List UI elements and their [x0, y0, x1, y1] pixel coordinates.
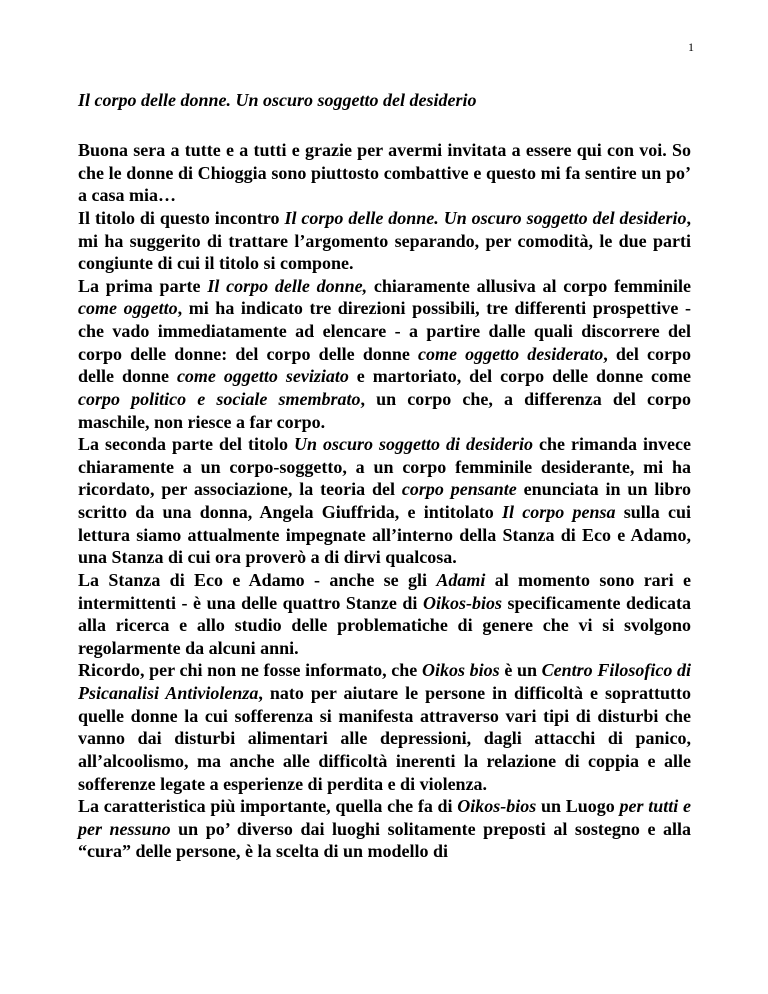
text-run: un po’ diverso dai luoghi solitamente preposti al sostegno e alla “cura” delle persone, è la scelta di un modello di: [78, 818, 691, 862]
text-run: , nato per aiutare le persone in difficoltà e soprattutto quelle donne la cui sofferenza si manifesta attraverso vari tipi di disturbi che vanno dai disturbi alimentari alle depressioni, dagli attacchi di panico, all’alcoolismo, ma anche alle difficoltà inerenti la relazione di coppia e alle sofferenze legate a esperienze di perdita e di violenza.: [78, 683, 691, 794]
italic-run: Il corpo delle donne,: [207, 275, 368, 296]
page-number: 1: [688, 40, 694, 54]
italic-run: per tutti e per nessuno: [78, 796, 692, 839]
text-run: al momento sono rari e intermittenti - è una delle quattro Stanze di: [78, 569, 691, 613]
italic-run: Oikos-bios: [422, 592, 502, 613]
italic-run: corpo politico e sociale smembrato: [78, 388, 361, 409]
paragraph: [78, 139, 691, 207]
text-run: enunciata in un libro scritto da una donna, Angela Giuffrida, e intitolato: [78, 479, 692, 522]
paragraph: [78, 433, 691, 569]
text-run: , mi ha suggerito di trattare l’argomento separando, per comodità, le due parti congiunte di cui il titolo si compone.: [78, 207, 692, 274]
italic-run: Centro Filosofico di Psicanalisi Antiviolenza: [78, 660, 692, 703]
body-text: [78, 139, 691, 863]
italic-run: Un oscuro soggetto di desiderio: [294, 434, 534, 455]
italic-run: Il corpo pensa: [501, 502, 616, 522]
italic-run: Adami: [436, 569, 486, 590]
paragraph: [78, 659, 691, 795]
italic-run: corpo pensante: [401, 479, 517, 500]
text-run: è un: [499, 660, 542, 681]
text-run: Il titolo di questo incontro: [78, 207, 285, 228]
text-run: sulla cui lettura siamo attualmente impegnate all’interno della Stanza di Eco e Adamo, una Stanza di cui ora proverò a di dirvi qualcosa.: [78, 502, 691, 568]
text-run: specificamente dedicata alla ricerca e allo studio delle problematiche di genere che vi si svolgono regolarmente da alcuni anni.: [78, 592, 691, 658]
italic-run: come oggetto seviziato: [176, 366, 349, 387]
text-run: La seconda parte del titolo: [78, 434, 294, 455]
italic-run: Oikos bios: [421, 660, 500, 681]
italic-run: come oggetto desiderato: [417, 343, 604, 364]
document-title: Il corpo delle donne. Un oscuro soggetto del desiderio: [78, 90, 477, 110]
text-run: e martoriato, del corpo delle donne come: [348, 366, 691, 387]
paragraph: [78, 795, 691, 863]
text-run: chiaramente allusiva al corpo femminile: [367, 275, 691, 296]
text-run: , mi ha indicato tre direzioni possibili, tre differenti prospettive - che vado immediatamente ad elencare - a partire dalle quali discorrere del corpo delle donne: del corpo delle donne: [78, 298, 691, 364]
text-run: Buona sera a tutte e a tutti e grazie per avermi invitata a essere qui con voi. So che le donne di Chioggia sono piuttosto combattive e questo mi fa sentire un po’ a casa mia…: [78, 140, 691, 206]
text-run: Ricordo, per chi non ne fosse informato, che: [78, 660, 422, 681]
paragraph: [78, 207, 691, 275]
italic-run: come oggetto: [78, 298, 178, 319]
text-run: , un corpo che, a differenza del corpo maschile, non riesce a far corpo.: [78, 388, 692, 432]
paragraph: [78, 275, 691, 433]
text-run: La caratteristica più importante, quella che fa di: [78, 796, 458, 817]
text-run: , del corpo delle donne: [78, 343, 692, 387]
text-run: La Stanza di Eco e Adamo - anche se gli: [78, 569, 437, 590]
paragraph: [78, 569, 691, 660]
text-run: che rimanda invece chiaramente a un corpo-soggetto, a un corpo femminile desiderante, mi ha ricordato, per associazione, la teoria del: [78, 434, 691, 500]
text-run: La prima parte: [78, 275, 208, 296]
italic-run: Il corpo delle donne. Un oscuro soggetto del desiderio: [284, 207, 687, 228]
italic-run: Oikos-bios: [457, 796, 537, 817]
text-run: un Luogo: [536, 796, 620, 817]
